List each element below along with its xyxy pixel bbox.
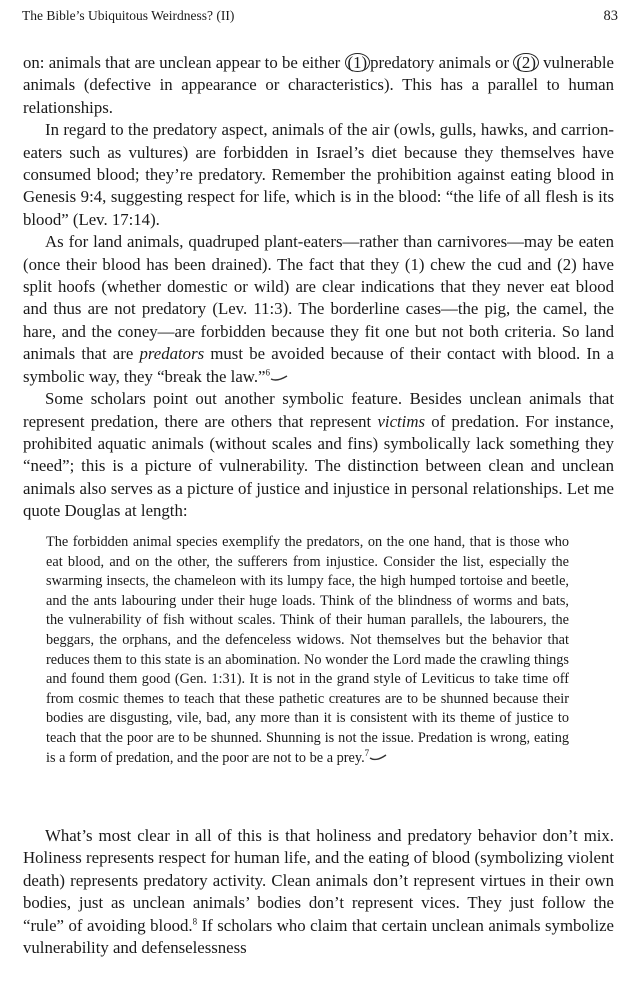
- paragraph-2: In regard to the predatory aspect, animals of the air (owls, gulls, hawks, and carrion-eaters such as vultures) are forbidden in Israel’s diet because they themselves have consumed blood; they’re predatory. Remember the prohibition against eating blood in Genesis 9:4, suggesting respect for life, which is in the blood: “the life of all flesh is its blood” (Lev. 17:14).: [23, 120, 614, 229]
- quote-text: The forbidden animal species exemplify the predators, on the one hand, that is those who eat blood, and on the other, the sufferers from injustice. Consider the list, especially the swarming insects, the chameleon with its lumpy face, the high humped tortoise and beetle, and the ants labouring under their huge loads. Think of the blindness of worms and bats, the vulnerability of fish without scales. Think of their human parallels, the labourers, the beggars, the orphans, and the defenceless widows. Not themselves but the behavior that reduces them to this state is an abomination. No wonder the Lord made the crawling things and found them good (Gen. 1:31). It is not in the grand style of Leviticus to take time off from cosmic themes to teach that these pathetic creatures are to be shunned because their bodies are disgusting, vile, bad, any more than it is consistent with its theme of justice to teach that the poor are to be shunned. Shunning is not the issue. Predation is wrong, eating is a form of predation, and the poor are not to be a prey.: [46, 534, 569, 766]
- paragraph-1: on: animals that are unclean appear to be either (1) predatory animals or (2) vulnerable animals (defective in appearance or characteristics). This has a parallel to human relationships.: [23, 53, 614, 117]
- block-quote: [46, 533, 569, 768]
- footnote-ref-7: 7: [364, 747, 370, 758]
- main-text: [23, 52, 614, 523]
- running-head: [22, 8, 618, 28]
- footnote-ref-6: 6: [265, 367, 270, 378]
- running-title: The Bible’s Ubiquitous Weirdness? (II): [22, 8, 235, 23]
- circled-number-2: (2): [513, 53, 539, 72]
- handwritten-tick-mark: [270, 373, 288, 383]
- handwritten-tick-mark: [369, 753, 387, 763]
- paragraph-5: What’s most clear in all of this is that holiness and predatory behavior don’t mix. Holiness represents respect for human life, and the eating of blood (symbolizing violent death) represents predatory activity. Clean animals don’t represent virtues in their own bodies, just as unclean animals’ bodies don’t represent vices. They just follow the “rule” of avoiding blood.$^8$ If scholars who claim that certain unclean animals symbolize vulnerability and defenselessness: [23, 826, 615, 958]
- page-number: 83: [603, 8, 618, 24]
- emphasis-victims: victims: [377, 411, 425, 431]
- paragraph-3: As for land animals, quadruped plant-eaters—rather than carnivores—may be eaten (once their blood has been drained). The fact that they (1) chew the cud and (2) have split hoofs (whether domestic or wild) are clear indications that they never eat blood and thus are not predatory (Lev. 11:3). The borderline cases—the pig, the camel, the hare, and the coney—are forbidden because they fit one but not both criteria. So land animals that are predators must be avoided because of their contact with blood. In a symbolic way, they “break the law.”$^6$: [23, 232, 615, 386]
- closing-text: [23, 825, 614, 959]
- paragraph-4: Some scholars point out another symbolic feature. Besides unclean animals that represent predation, there are others that represent victims of predation. For instance, prohibited aquatic animals (without scales and fins) symbolically lack something they “need”; this is a picture of vulnerability. The distinction between clean and unclean animals also serves as a picture of justice and injustice in personal relationships. Let me quote Douglas at length:: [23, 389, 614, 521]
- circled-number-1: (1): [345, 53, 371, 72]
- footnote-ref-8: 8: [192, 916, 198, 927]
- emphasis-predators: predators: [139, 344, 205, 364]
